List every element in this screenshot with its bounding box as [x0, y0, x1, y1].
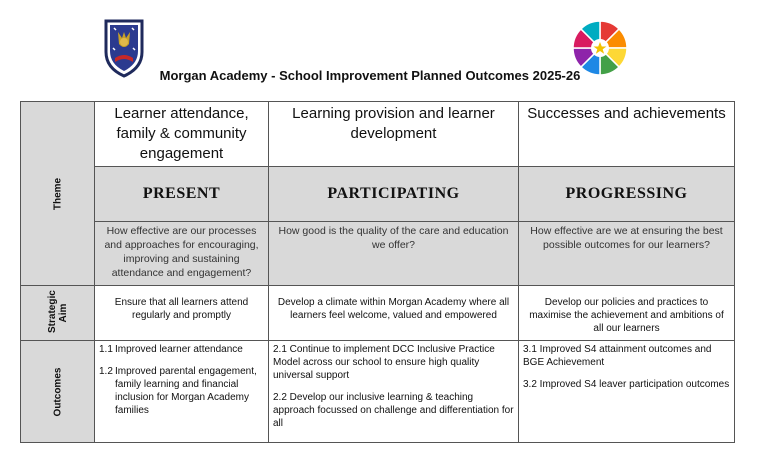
strategic-aim-2: Develop a climate within Morgan Academy where all learners feel welcome, valued and empowered: [269, 286, 519, 341]
strategic-aim-1: Ensure that all learners attend regularly and promptly: [95, 286, 269, 341]
column-heading-3: Successes and achievements: [519, 102, 735, 167]
table-row: [21, 222, 735, 286]
document-title: Morgan Academy - School Improvement Planned Outcomes 2025-26: [159, 68, 581, 83]
outcomes-cell-2: [269, 341, 519, 443]
table-row: [21, 341, 735, 443]
theme-word-progressing: PROGRESSING: [519, 167, 735, 222]
theme-question-1: How effective are our processes and approaches for encouraging, improving and sustaining attendance and engagement?: [95, 222, 269, 286]
outcome-number: 1.2: [99, 366, 113, 377]
strategic-aim-row-label: [21, 286, 95, 341]
strategic-aim-label: Strategic Aim: [46, 290, 69, 333]
column-heading-1: Learner attendance, family & community engagement: [95, 102, 269, 167]
table-row: [21, 167, 735, 222]
list-item: 3.2 Improved S4 leaver participation outcomes: [523, 379, 730, 390]
outcome-number: 1.1: [99, 344, 113, 355]
theme-question-3: How effective are we at ensuring the best possible outcomes for our learners?: [519, 222, 735, 286]
outcomes-label: Outcomes: [52, 367, 63, 416]
outcomes-cell-1: [95, 341, 269, 443]
list-item: 2.2 Develop our inclusive learning & teaching approach focussed on challenge and differentiation for all: [273, 392, 514, 429]
list-item: 2.1 Continue to implement DCC Inclusive Practice Model across our school to ensure high quality universal support: [273, 344, 495, 381]
strategic-aim-3: Develop our policies and practices to maximise the achievement and ambitions of all our learners: [519, 286, 735, 341]
column-heading-2: Learning provision and learner development: [269, 102, 519, 167]
outcomes-table: [20, 101, 735, 443]
table-row: [21, 102, 735, 167]
table-row: [21, 286, 735, 341]
outcomes-row-label: [21, 341, 95, 443]
outcome-text: Improved learner attendance: [115, 344, 243, 355]
school-crest-icon: [102, 18, 146, 78]
theme-word-participating: PARTICIPATING: [269, 167, 519, 222]
outcomes-cell-3: [519, 341, 735, 443]
theme-question-2: How good is the quality of the care and education we offer?: [269, 222, 519, 286]
theme-word-present: PRESENT: [95, 167, 269, 222]
outcome-text: Improved parental engagement, family learning and financial inclusion for Morgan Academy families: [115, 366, 257, 416]
list-item: [99, 343, 264, 356]
list-item: 3.1 Improved S4 attainment outcomes and BGE Achievement: [523, 344, 712, 368]
list-item: [99, 365, 264, 417]
theme-label: Theme: [52, 177, 63, 210]
theme-row-label: [21, 102, 95, 286]
